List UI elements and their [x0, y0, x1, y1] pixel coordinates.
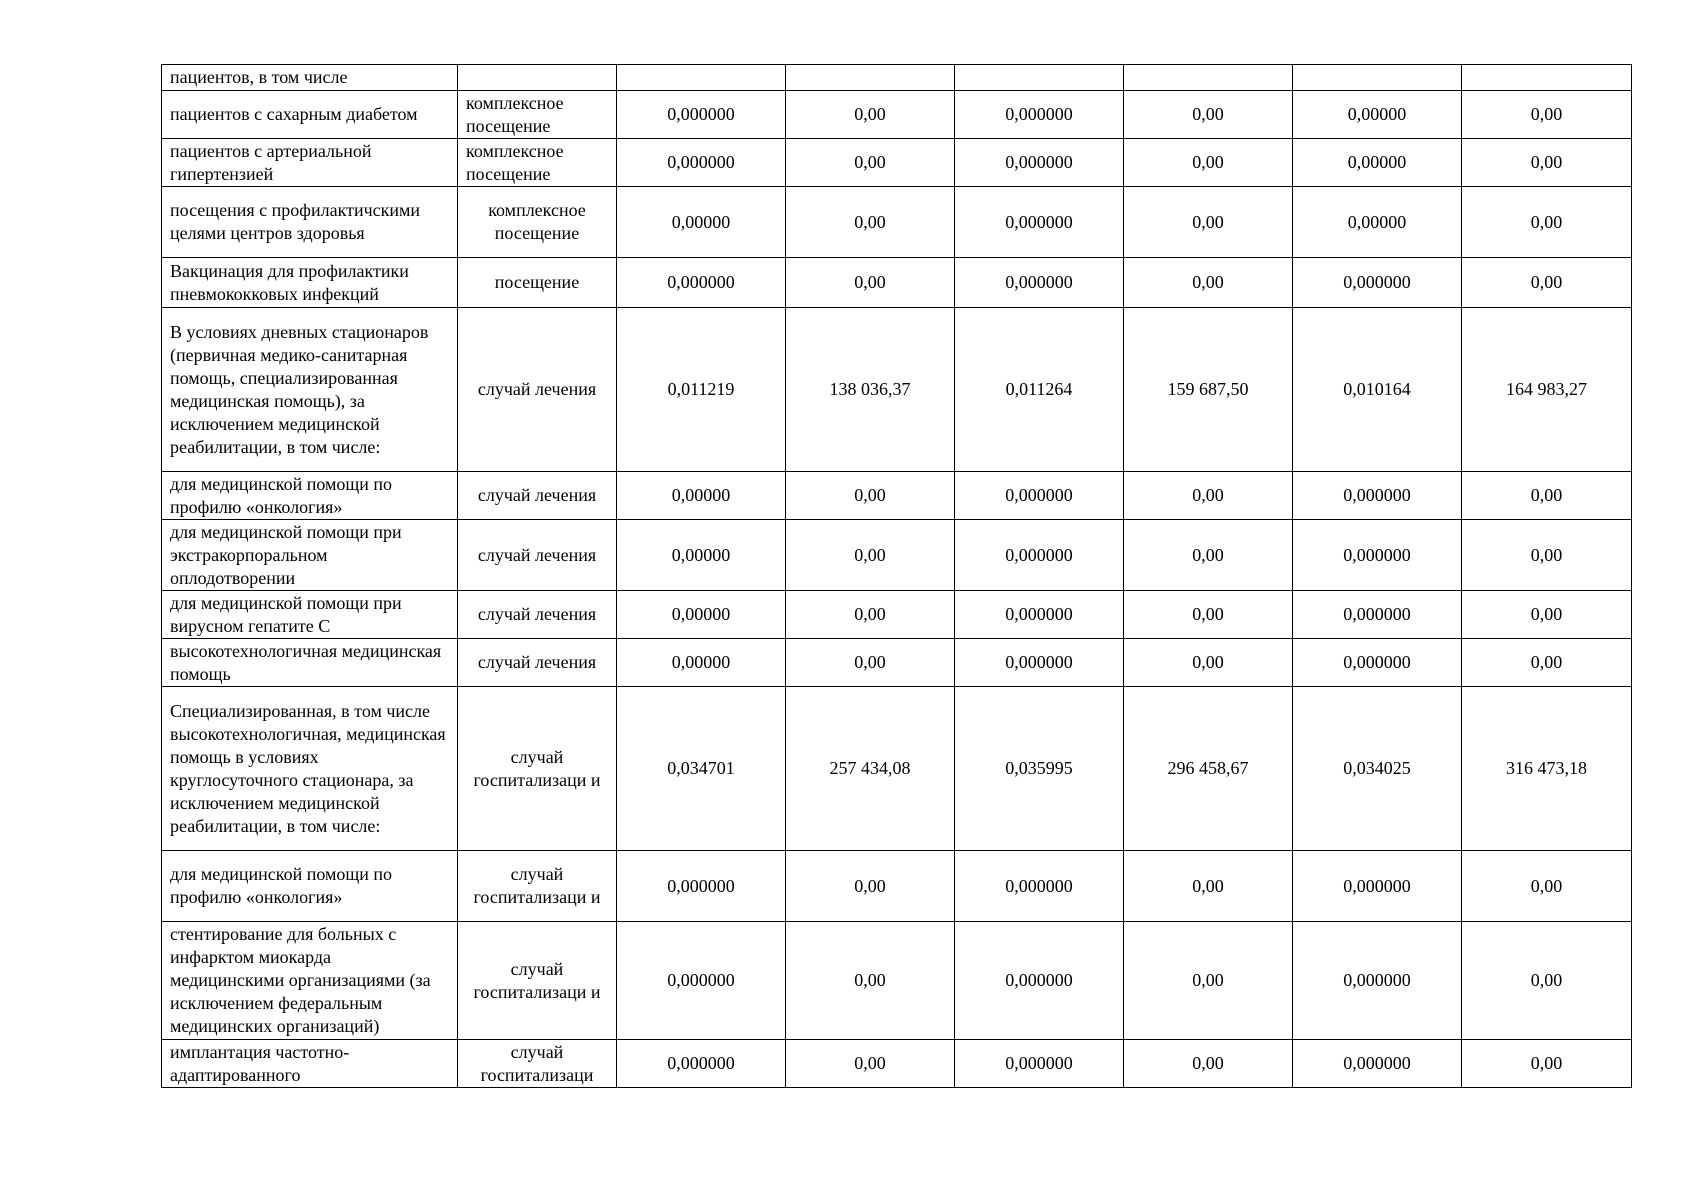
- cell-value: 0,00000: [617, 187, 786, 258]
- cell-value: 0,00: [1462, 1040, 1632, 1088]
- cell-value: 0,00: [786, 258, 955, 308]
- cell-value: 0,00: [1462, 139, 1632, 187]
- table-row: [162, 1040, 1632, 1088]
- cell-value: 0,00: [1124, 851, 1293, 922]
- cell-value: 0,000000: [955, 139, 1124, 187]
- cell-value: 0,000000: [617, 139, 786, 187]
- cell-value: 0,000000: [1293, 922, 1462, 1040]
- row-unit: комплексное посещение: [458, 139, 617, 187]
- cell-value: 0,00: [1462, 851, 1632, 922]
- cell-value: [1124, 65, 1293, 91]
- cell-value: 0,000000: [1293, 258, 1462, 308]
- cell-value: 0,000000: [955, 187, 1124, 258]
- row-unit: случай лечения: [458, 472, 617, 520]
- cell-value: 0,034025: [1293, 687, 1462, 851]
- cell-value: 164 983,27: [1462, 308, 1632, 472]
- row-name: имплантация частотно- адаптированного: [162, 1040, 458, 1088]
- cell-value: 0,000000: [617, 851, 786, 922]
- cell-value: 0,000000: [955, 258, 1124, 308]
- row-name: В условиях дневных стационаров (первичная медико-санитарная помощь, специализированная медицинская помощь), за исключением медицинской реабилитации, в том числе:: [162, 308, 458, 472]
- cell-value: 0,00: [1124, 922, 1293, 1040]
- cell-value: 0,00: [786, 187, 955, 258]
- cell-value: 0,00: [1124, 187, 1293, 258]
- table-row: [162, 922, 1632, 1040]
- cell-value: 0,00: [786, 639, 955, 687]
- row-unit: комплексное посещение: [458, 91, 617, 139]
- cell-value: 0,00: [786, 1040, 955, 1088]
- table-row: [162, 851, 1632, 922]
- row-name: для медицинской помощи при экстракорпоральном оплодотворении: [162, 520, 458, 591]
- cell-value: 0,00000: [617, 639, 786, 687]
- row-name: для медицинской помощи по профилю «онкология»: [162, 472, 458, 520]
- cell-value: 0,00000: [617, 472, 786, 520]
- cell-value: 0,00: [1462, 922, 1632, 1040]
- cell-value: 0,010164: [1293, 308, 1462, 472]
- cell-value: 0,00000: [617, 520, 786, 591]
- cell-value: 0,000000: [1293, 851, 1462, 922]
- cell-value: 0,00: [786, 520, 955, 591]
- cell-value: 0,00: [1462, 639, 1632, 687]
- cell-value: 0,000000: [955, 922, 1124, 1040]
- row-name: стентирование для больных с инфарктом миокарда медицинскими организациями (за исключением федеральным медицинских организаций): [162, 922, 458, 1040]
- cell-value: 316 473,18: [1462, 687, 1632, 851]
- row-unit: случай госпитализаци и: [458, 922, 617, 1040]
- cell-value: 0,000000: [617, 91, 786, 139]
- table-row: [162, 591, 1632, 639]
- cell-value: 0,00000: [1293, 139, 1462, 187]
- row-unit: случай лечения: [458, 520, 617, 591]
- standards-table: [161, 64, 1632, 1088]
- cell-value: 0,00: [1124, 472, 1293, 520]
- row-name: Вакцинация для профилактики пневмококковых инфекций: [162, 258, 458, 308]
- cell-value: 0,000000: [617, 258, 786, 308]
- table-row: [162, 308, 1632, 472]
- row-unit: посещение: [458, 258, 617, 308]
- table-row: [162, 258, 1632, 308]
- cell-value: 0,00: [786, 472, 955, 520]
- row-unit: случай госпитализаци и: [458, 687, 617, 851]
- cell-value: [617, 65, 786, 91]
- cell-value: 0,00: [1462, 258, 1632, 308]
- row-unit: случай лечения: [458, 308, 617, 472]
- row-unit: комплексное посещение: [458, 187, 617, 258]
- table-row: [162, 91, 1632, 139]
- cell-value: 0,00: [786, 91, 955, 139]
- cell-value: 0,00000: [1293, 91, 1462, 139]
- row-name: высокотехнологичная медицинская помощь: [162, 639, 458, 687]
- row-name: Специализированная, в том числе высокотехнологичная, медицинская помощь в условиях круглосуточного стационара, за исключением медицинской реабилитации, в том числе:: [162, 687, 458, 851]
- row-unit: случай лечения: [458, 639, 617, 687]
- table-row: [162, 639, 1632, 687]
- cell-value: 0,000000: [955, 851, 1124, 922]
- cell-value: 0,00: [1462, 187, 1632, 258]
- cell-value: 257 434,08: [786, 687, 955, 851]
- cell-value: 0,000000: [955, 1040, 1124, 1088]
- cell-value: 0,000000: [955, 639, 1124, 687]
- row-name: пациентов с сахарным диабетом: [162, 91, 458, 139]
- cell-value: 0,00000: [617, 591, 786, 639]
- cell-value: 0,000000: [617, 1040, 786, 1088]
- cell-value: 0,000000: [1293, 591, 1462, 639]
- cell-value: 0,000000: [955, 520, 1124, 591]
- cell-value: 0,000000: [955, 591, 1124, 639]
- cell-value: 138 036,37: [786, 308, 955, 472]
- cell-value: 0,00: [786, 851, 955, 922]
- cell-value: 0,00: [1462, 520, 1632, 591]
- cell-value: 0,000000: [1293, 1040, 1462, 1088]
- cell-value: 0,011264: [955, 308, 1124, 472]
- cell-value: 0,00: [1124, 639, 1293, 687]
- cell-value: 0,000000: [1293, 639, 1462, 687]
- cell-value: 0,00: [1462, 91, 1632, 139]
- cell-value: 0,00: [1462, 591, 1632, 639]
- row-name: посещения с профилактичскими целями центров здоровья: [162, 187, 458, 258]
- cell-value: 159 687,50: [1124, 308, 1293, 472]
- cell-value: 0,034701: [617, 687, 786, 851]
- table-row: [162, 520, 1632, 591]
- table-row: [162, 139, 1632, 187]
- row-unit: случай госпитализаци и: [458, 851, 617, 922]
- cell-value: [955, 65, 1124, 91]
- table-row: [162, 687, 1632, 851]
- cell-value: [786, 65, 955, 91]
- table-row: [162, 472, 1632, 520]
- cell-value: 0,00: [1124, 591, 1293, 639]
- cell-value: [1293, 65, 1462, 91]
- row-name: для медицинской помощи по профилю «онкология»: [162, 851, 458, 922]
- cell-value: 0,00: [1124, 520, 1293, 591]
- row-unit: случай госпитализаци: [458, 1040, 617, 1088]
- cell-value: 0,000000: [1293, 472, 1462, 520]
- cell-value: 0,035995: [955, 687, 1124, 851]
- table-row: [162, 187, 1632, 258]
- cell-value: 0,000000: [617, 922, 786, 1040]
- cell-value: 0,00: [786, 139, 955, 187]
- cell-value: 0,00: [786, 922, 955, 1040]
- cell-value: 0,000000: [955, 91, 1124, 139]
- cell-value: 0,00: [1124, 139, 1293, 187]
- row-unit: случай лечения: [458, 591, 617, 639]
- row-name: пациентов, в том числе: [162, 65, 458, 91]
- cell-value: 0,00: [1462, 472, 1632, 520]
- cell-value: 0,00: [1124, 1040, 1293, 1088]
- row-name: пациентов с артериальной гипертензией: [162, 139, 458, 187]
- cell-value: 0,00000: [1293, 187, 1462, 258]
- row-unit: [458, 65, 617, 91]
- cell-value: 0,011219: [617, 308, 786, 472]
- cell-value: [1462, 65, 1632, 91]
- cell-value: 0,000000: [955, 472, 1124, 520]
- cell-value: 296 458,67: [1124, 687, 1293, 851]
- row-name: для медицинской помощи при вирусном гепатите С: [162, 591, 458, 639]
- cell-value: 0,00: [1124, 91, 1293, 139]
- table-row: [162, 65, 1632, 91]
- cell-value: 0,000000: [1293, 520, 1462, 591]
- cell-value: 0,00: [1124, 258, 1293, 308]
- cell-value: 0,00: [786, 591, 955, 639]
